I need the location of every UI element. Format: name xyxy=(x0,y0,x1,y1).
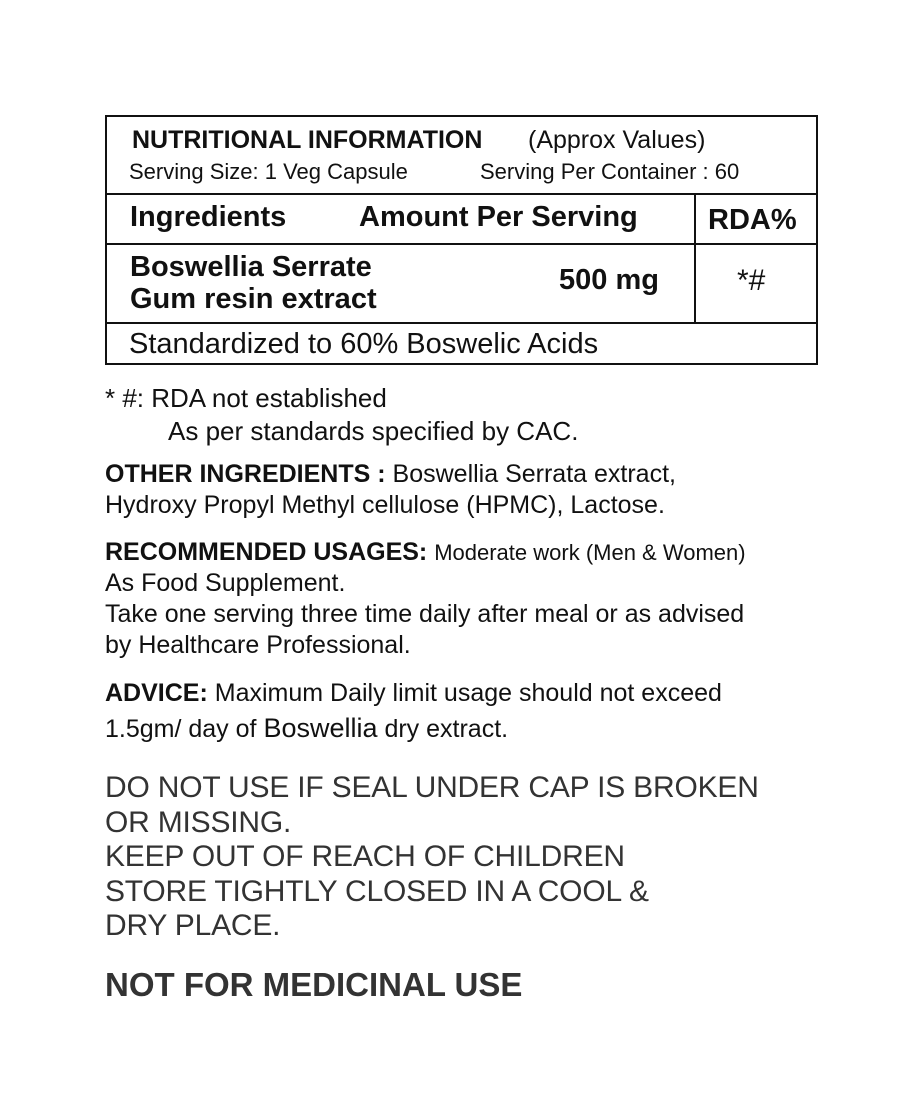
column-header-rda: RDA% xyxy=(708,204,797,236)
warning-line: OR MISSING. xyxy=(105,805,292,839)
warning-line: STORE TIGHTLY CLOSED IN A COOL & xyxy=(105,874,649,908)
ingredient-name-line2: Gum resin extract xyxy=(130,283,377,315)
column-header-amount: Amount Per Serving xyxy=(359,201,638,233)
panel-title-note: (Approx Values) xyxy=(528,126,706,154)
footnote-line2: As per standards specified by CAC. xyxy=(168,416,579,446)
divider xyxy=(107,322,816,324)
nutrition-panel xyxy=(105,115,818,365)
ingredient-rda: *# xyxy=(737,264,766,297)
advice-text1: Maximum Daily limit usage should not exceed xyxy=(214,679,722,707)
usage-line3: Take one serving three time daily after meal or as advised xyxy=(105,600,745,628)
usage-line2: As Food Supplement. xyxy=(105,569,346,597)
warning-line: KEEP OUT OF REACH OF CHILDREN xyxy=(105,840,625,873)
column-header-ingredients: Ingredients xyxy=(130,201,287,233)
other-ingredients-section xyxy=(105,459,676,521)
advice-label: ADVICE: xyxy=(105,679,208,707)
advice-text2b: Boswellia xyxy=(263,713,378,743)
usage-line4: by Healthcare Professional. xyxy=(105,631,411,659)
advice-text2c: dry extract. xyxy=(384,715,509,743)
servings-per-container: Serving Per Container : 60 xyxy=(480,159,740,184)
advice-section xyxy=(105,676,722,747)
divider xyxy=(107,193,816,195)
footnote-line1: * #: RDA not established xyxy=(105,383,387,413)
column-divider xyxy=(694,194,696,322)
divider xyxy=(107,243,816,245)
other-ingredients-text2: Hydroxy Propyl Methyl cellulose (HPMC), Lactose. xyxy=(105,491,665,519)
warning-line: DRY PLACE. xyxy=(105,909,281,942)
panel-title: NUTRITIONAL INFORMATION xyxy=(132,126,483,154)
other-ingredients-text1: Boswellia Serrata extract, xyxy=(392,460,676,488)
usage-section xyxy=(105,537,746,661)
rda-footnote xyxy=(105,382,578,448)
advice-text2a: 1.5gm/ day of xyxy=(105,715,257,743)
other-ingredients-label: OTHER INGREDIENTS : xyxy=(105,460,386,488)
ingredient-name-line1: Boswellia Serrate xyxy=(130,251,372,283)
standardized-note: Standardized to 60% Boswelic Acids xyxy=(129,328,599,360)
usage-text1: Moderate work (Men & Women) xyxy=(434,540,746,565)
usage-label: RECOMMENDED USAGES: xyxy=(105,538,428,566)
ingredient-amount: 500 mg xyxy=(559,264,659,296)
serving-size: Serving Size: 1 Veg Capsule xyxy=(129,159,408,184)
warnings-section xyxy=(105,771,759,944)
warning-line: DO NOT USE IF SEAL UNDER CAP IS BROKEN xyxy=(105,771,759,804)
not-for-medicinal-use: NOT FOR MEDICINAL USE xyxy=(105,966,523,1003)
